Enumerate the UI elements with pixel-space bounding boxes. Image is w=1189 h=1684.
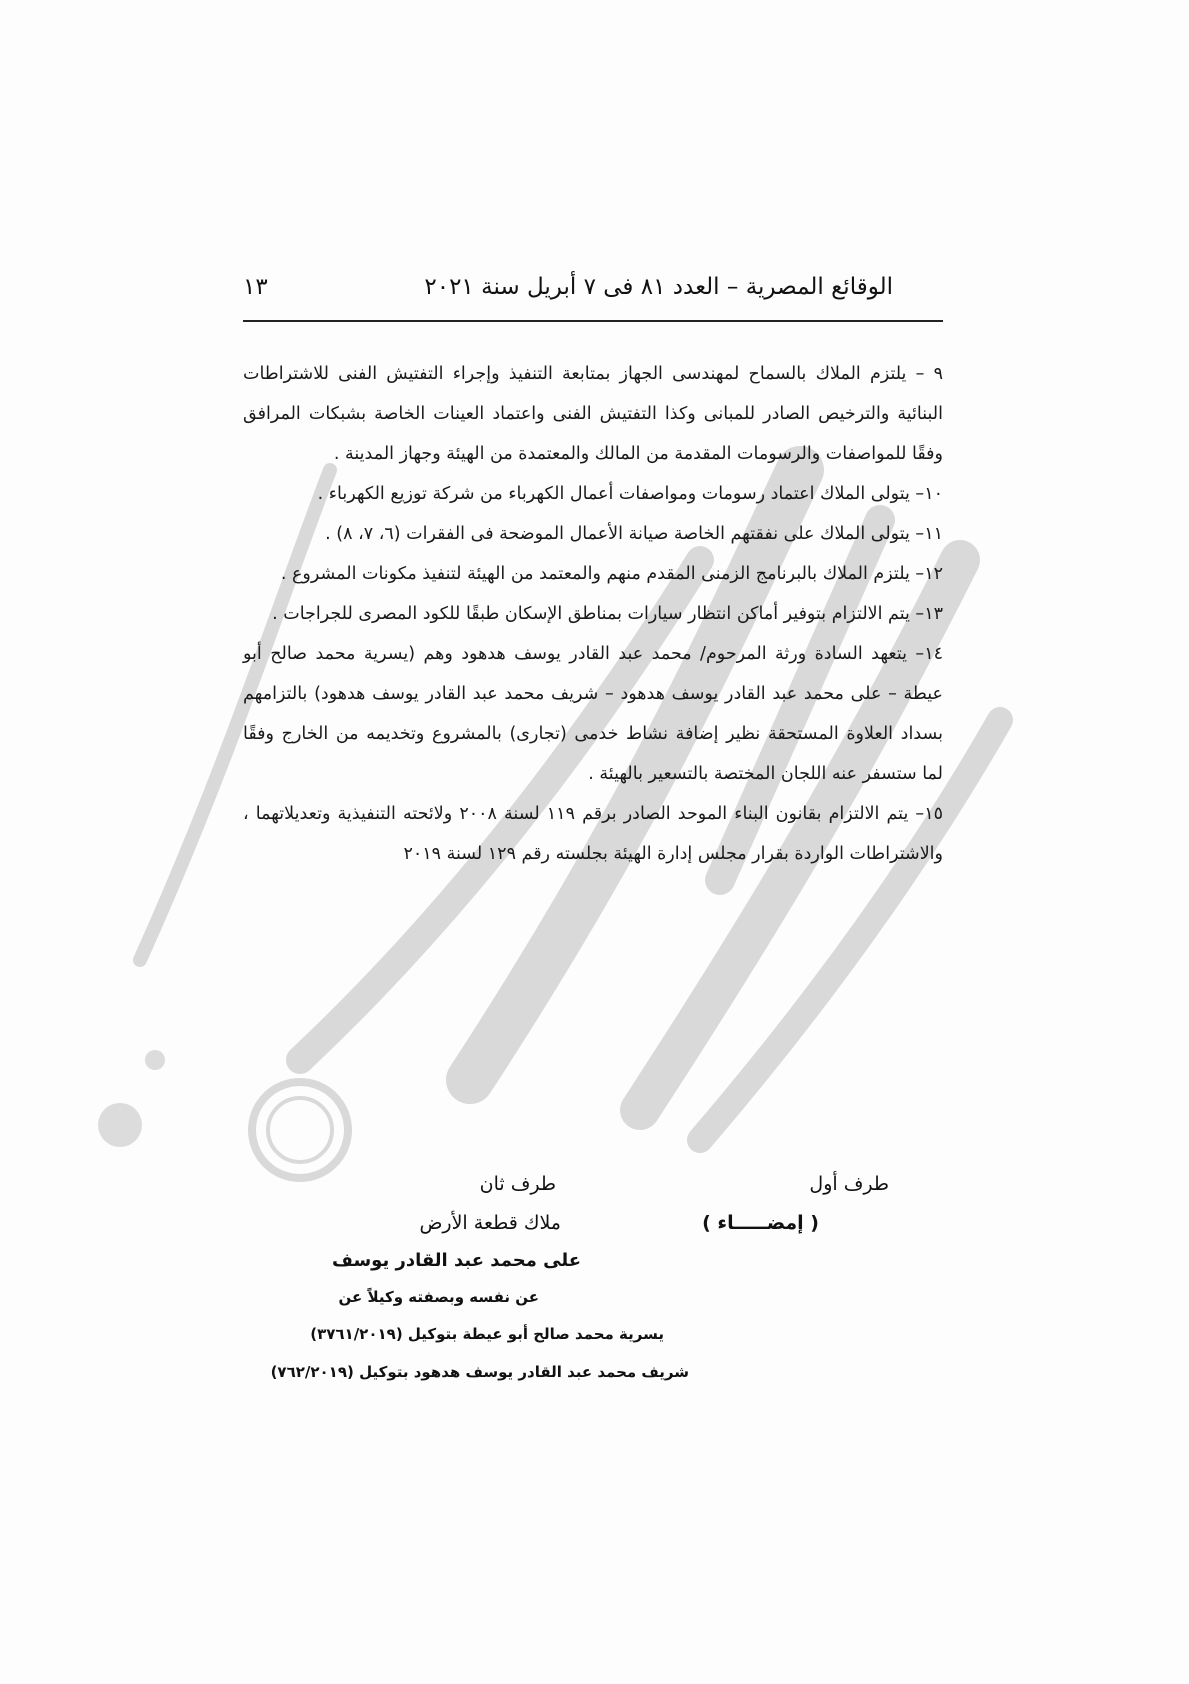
first-party-label: طرف أول xyxy=(809,1173,889,1195)
agent-2: شريف محمد عبد القادر يوسف هدهود بتوكيل (٧٦٢/٢٠١٩) xyxy=(270,1363,689,1381)
page-header xyxy=(243,268,943,322)
gazette-title: الوقائع المصرية – العدد ٨١ فى ٧ أبريل سنة ٢٠٢١ xyxy=(424,274,893,300)
clause-12: ١٢– يلتزم الملاك بالبرنامج الزمنى المقدم منهم والمعتمد من الهيئة لتنفيذ مكونات المشروع . xyxy=(280,564,943,584)
clause-9: ٩ – يلتزم الملاك بالسماح لمهندسى الجهاز بمتابعة التنفيذ وإجراء التفتيش الفنى للاشتراطات البنائية والترخيص الصادر للمبانى وكذا التفتيش الفنى واعتماد العينات الخاصة بشبكات المرافق وفقًا للمواصفات والرسومات المقدمة من المالك والمعتمدة من الهيئة وجهاز المدينة . xyxy=(243,364,943,464)
second-party-label: طرف ثان xyxy=(479,1173,556,1195)
first-party-signature: ( إمضـــــاء ) xyxy=(702,1212,819,1234)
clause-13: ١٣– يتم الالتزام بتوفير أماكن انتظار سيارات بمناطق الإسكان طبقًا للكود المصرى للجراجات . xyxy=(272,604,943,624)
clause-10: ١٠– يتولى الملاك اعتماد رسومات ومواصفات أعمال الكهرباء من شركة توزيع الكهرباء . xyxy=(317,484,943,504)
signatory-capacity: عن نفسه وبصفته وكيلاً عن xyxy=(338,1288,539,1306)
agent-1: يسرية محمد صالح أبو عيطة بتوكيل (٣٧٦١/٢٠١٩) xyxy=(310,1325,664,1343)
clause-15: ١٥– يتم الالتزام بقانون البناء الموحد الصادر برقم ١١٩ لسنة ٢٠٠٨ ولائحته التنفيذية وتعديلاتهما ، والاشتراطات الواردة بقرار مجلس إدارة الهيئة بجلسته رقم ١٢٩ لسنة ٢٠١٩ xyxy=(243,804,943,864)
clause-14: ١٤– يتعهد السادة ورثة المرحوم/ محمد عبد القادر يوسف هدهود وهم (يسرية محمد صالح أبو عيطة – على محمد عبد القادر يوسف هدهود – شريف محمد عبد القادر يوسف هدهود) بالتزامهم بسداد العلاوة المستحقة نظير إضافة نشاط خدمى (تجارى) بالمشروع وتخديمه من الخارج وفقًا لما ستسفر عنه اللجان المختصة بالتسعير بالهيئة . xyxy=(243,644,943,784)
second-party-role: ملاك قطعة الأرض xyxy=(419,1212,561,1234)
clause-11: ١١– يتولى الملاك على نفقتهم الخاصة صيانة الأعمال الموضحة فى الفقرات (٦، ٧، ٨) . xyxy=(325,524,943,544)
document-body xyxy=(243,354,943,874)
signatory-name: على محمد عبد القادر يوسف xyxy=(332,1250,581,1271)
page-number: ١٣ xyxy=(243,274,268,300)
